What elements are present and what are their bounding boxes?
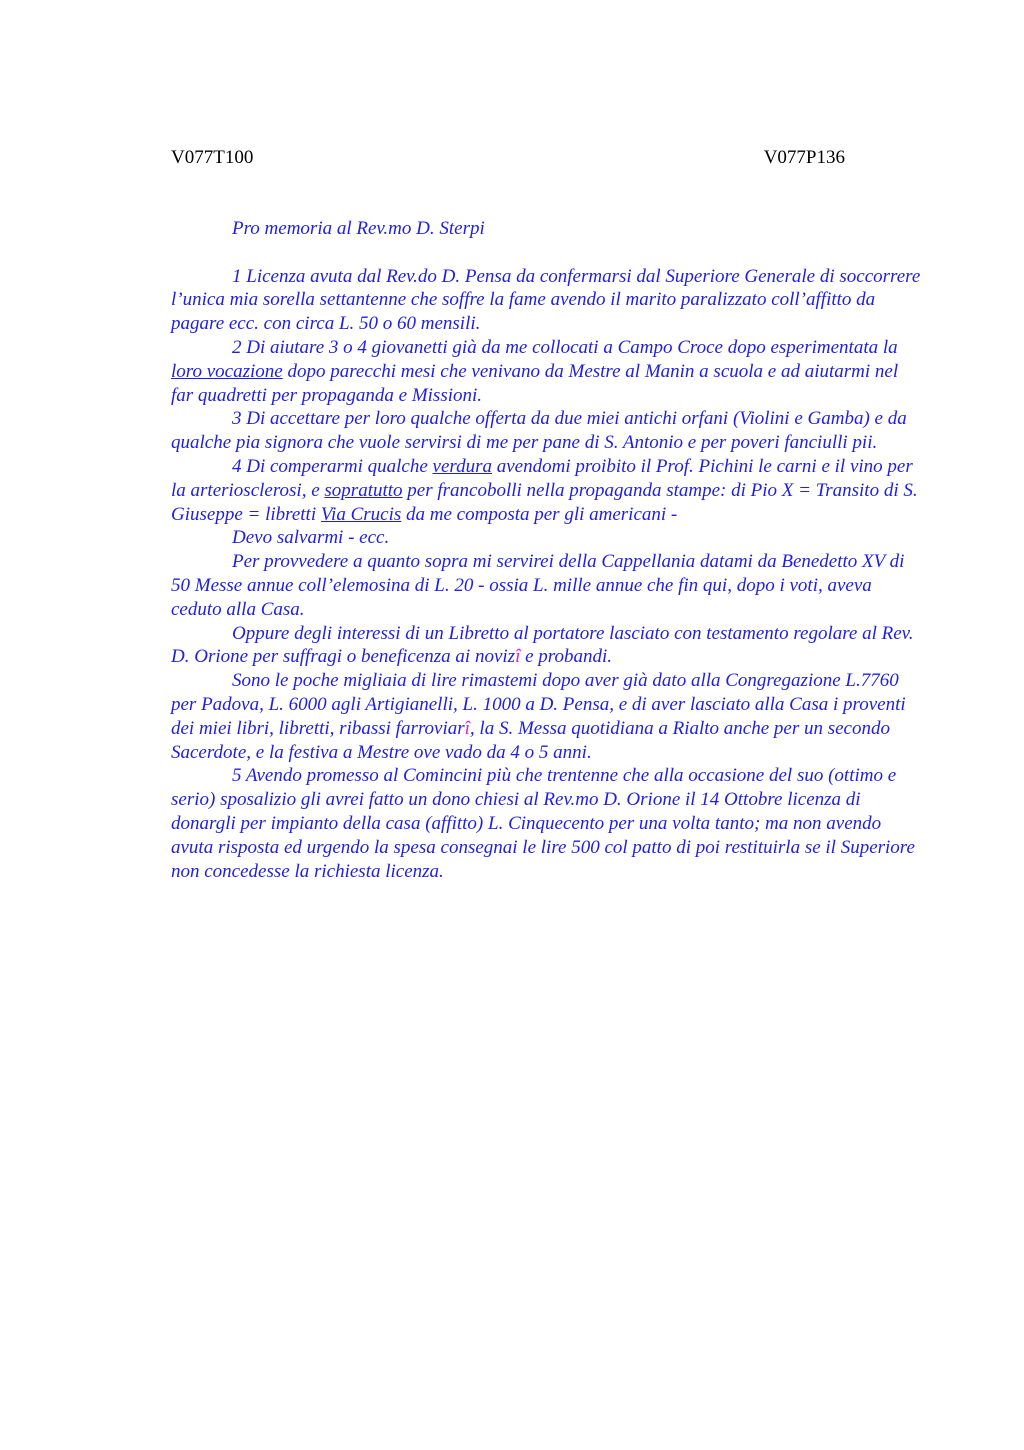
paragraph-1: 1 Licenza avuta dal Rev.do D. Pensa da confermarsi dal Superiore Generale di soccorrere l’unica mia sorella settantenne che soffre la fame avendo il marito paralizzato coll’affitto da pagare ecc. con circa L. 50 o 60 mensili. (171, 265, 921, 335)
paragraph-text: , la S. Messa quotidiana a Rialto anche per un secondo Sacerdote, e la festiva a Mestre ove vado da 4 o 5 anni. (171, 717, 890, 763)
paragraph-text: da me composta per gli americani - (401, 503, 678, 525)
document-code-right: V077P136 (763, 147, 845, 168)
paragraph-text: Oppure degli interessi di un Libretto al portatore lasciato con testamento regolare al Rev. D. Orione per suffragi o beneficenza ai noviz (171, 622, 914, 668)
letter-title: Pro memoria al Rev.mo D. Sterpi (232, 218, 485, 239)
paragraph-text: 2 Di aiutare 3 o 4 giovanetti già da me collocati a Campo Croce dopo esperimentata la (232, 336, 898, 358)
paragraph-text: Sono le poche migliaia di lire rimastemi dopo aver già dato alla Congregazione L.7760 per Padova, L. 6000 agli Artigianelli, L. 1000 a D. Pensa, e di aver lasciato alla Casa i proventi dei miei libri, libretti, ribassi farroviar (171, 670, 906, 739)
paragraph-text: per francobolli nella propaganda stampe: di Pio X = Transito di S. Giuseppe = libretti (171, 479, 918, 525)
paragraph-text: 4 Di comperarmi qualche (232, 455, 433, 477)
paragraph-text: e probandi. (520, 646, 613, 668)
underlined-text: Via Crucis (320, 503, 402, 525)
underlined-text: loro vocazione (171, 360, 283, 382)
paragraph-5: Devo salvarmi - ecc. (232, 527, 390, 549)
highlighted-char: î (515, 646, 521, 668)
paragraph-4 (171, 455, 925, 526)
paragraph-9: 5 Avendo promesso al Comincini più che trentenne che alla occasione del suo (ottimo e serio) sposalizio gli avrei fatto un dono chiesi al Rev.mo D. Orione il 14 Ottobre licenza di donargli per impianto della casa (affitto) L. Cinquecento per una volta tanto; ma non avendo avuta risposta ed urgendo la spesa consegnai le lire 500 col patto di poi restituirla se il Superiore non concedesse la richiesta licenza. (171, 765, 915, 882)
underlined-text: verdura (432, 455, 492, 477)
letter-body (171, 217, 925, 883)
paragraph-text: avendomi proibito il Prof. Pichini le carni e il vino per la arteriosclerosi, e (171, 455, 913, 501)
paragraph-6: Per provvedere a quanto sopra mi servirei della Cappellania datami da Benedetto XV di 50 Messe annue coll’elemosina di L. 20 - ossia L. mille annue che fin qui, dopo i voti, aveva ceduto alla Casa. (171, 551, 905, 620)
highlighted-char: î (464, 717, 470, 739)
paragraph-7 (171, 622, 925, 670)
paragraph-2 (171, 336, 925, 407)
paragraph-text: dopo parecchi mesi che venivano da Mestre al Manin a scuola e ad aiutarmi nel far quadretti per propaganda e Missioni. (171, 360, 899, 406)
paragraph-3: 3 Di accettare per loro qualche offerta da due miei antichi orfani (Violini e Gamba) e da qualche pia signora che vuole servirsi di me per pane di S. Antonio e per poveri fanciulli pii. (171, 408, 907, 454)
document-code-left: V077T100 (171, 147, 254, 168)
paragraph-8 (171, 669, 925, 764)
underlined-text: sopratutto (324, 479, 403, 501)
